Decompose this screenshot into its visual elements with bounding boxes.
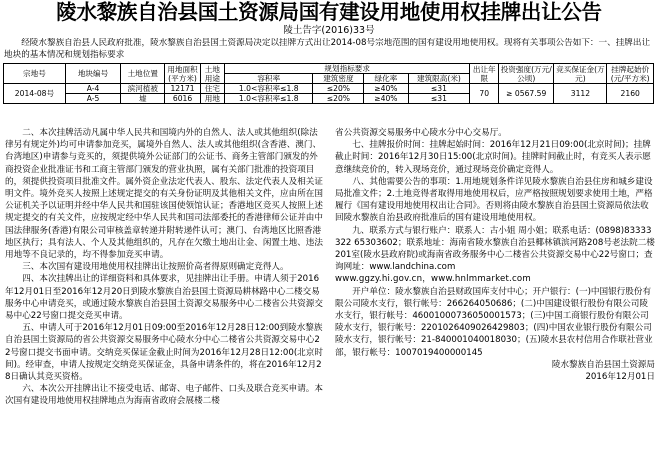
signing-date: 2016年12月01日 [585, 372, 655, 383]
header-use: 土地用途 [200, 64, 224, 84]
header-green: 绿化率 [364, 74, 408, 84]
header-height: 建筑限高(米) [408, 74, 470, 84]
section-6-continued: 省公共资源交易服务中心陵水分中心交易厅。 [335, 128, 507, 138]
cell-lot-no: 2014-08号 [4, 84, 66, 104]
cell-plot-ratio: 1.0<容积率≤1.8 [225, 94, 313, 104]
cell-location: 滨河植被 [121, 84, 165, 94]
section-3-paragraph: 三、本次国有建设用地使用权挂牌出让按照价高者得原则确定竞得人。 [22, 262, 289, 273]
cell-green: ≥40% [364, 84, 408, 94]
land-parcel-table [3, 63, 654, 104]
header-term: 出让年限 [470, 64, 499, 84]
cell-green: ≥40% [364, 94, 408, 104]
notice-body [5, 127, 655, 449]
header-location: 土地位置 [121, 64, 165, 84]
cell-sub-no: A-4 [65, 84, 120, 94]
cell-height: ≤31 [408, 94, 470, 104]
header-plot-ratio: 容积率 [225, 74, 313, 84]
left-column [5, 127, 325, 449]
header-sub-no: 地块编号 [65, 64, 120, 84]
section-6-paragraph: 六、本次公开挂牌出让不接受电话、邮寄、电子邮件、口头及联合竞买申请。本次国有建设用地使用权挂牌地点为海南省政府会展楼二楼 [5, 384, 323, 407]
header-planning: 规划指标要求 [225, 64, 470, 74]
cell-density: ≤20% [313, 94, 364, 104]
document-number: 陵土告字(2016)33号 [283, 25, 375, 36]
cell-plot-ratio: 1.0<容积率≤1.8 [225, 84, 313, 94]
section-2-paragraph: 二、本次挂牌活动凡属中华人民共和国境内外的自然人、法人或其他组织(除法律另有规定外)均可申请参加竞买，属境外自然人、法人或其他组织(含香港、澳门、台湾地区)申请参与竞买的，须提供境外公证部门的公证书、商务主管部门颁发的外商投资企业批准证书和工商主管部门颁发的营业执照，属有关部门批准的投资项目的，须提供投资项目批准文件。属外资企业法定代表人、股东、法定代表人及相关证明文件。境外竞买人按照上述规定提交的有关身份证明及其他相关文件，应由所在国公证机关予以证明并经中华人民共和国驻该国使领馆认证；香港地区竞买人按照上述规定提交的有关文件，应按规定经中华人民共和国司法部委托的香港律师公证并由中国法律服务(香港)有限公司审核盖章转递并附转递件认可；澳门、台湾地区比照香港地区执行；具有法人、个人及其他组织的，凡存在欠缴土地出让金、闲置土地、违法用地等不良记录的，均不得参加竞买申请。 [5, 128, 323, 261]
cell-height: ≤31 [408, 84, 470, 94]
cell-term: 70 [470, 84, 499, 104]
bank-accounts-paragraph: 开户单位：陵水黎族自治县财政国库支付中心；开户银行：(一)中国银行股份有限公司陵水支行，银行帐号：266264050686；(二)中国建设银行股份有限公司陵水支行，银行帐号：46001000736050001573；(三)中国工商银行股份有限公司陵水支行，银行帐号：2201026409026429803；(四)中国农业银行股份有限公司陵水支行，银行帐号：21-840001040018030；(五)陵水县农村信用合作联社营业部，银行帐号：1007019400000145 [335, 286, 653, 358]
signing-organization: 陵水黎族自治县国土资源局 [551, 359, 655, 370]
website-links: www.ggzy.hi.gov.cn，www.hnlmmarket.com [335, 274, 531, 285]
section-4-paragraph: 四、本次挂牌出让的详细资料和具体要求，见挂牌出让手册。申请人须于2016年12月01日至2016年12月20日到陵水黎族自治县国土资源局耕林路中心二楼交易服务中心申请竞买，或通过陵水黎族自治县国土资源交易服务中心二楼省公共资源交易中心22号窗口提交竞买申请。 [5, 274, 323, 322]
section-7-paragraph: 七、挂牌报价时间：挂牌起始时间：2016年12月21日09:00(北京时间)；挂牌截止时间：2016年12月30日15:00(北京时间)。挂牌时间截止时，有竞买人表示愿意继续竞价的，转入现场竞价，通过现场竞价确定竞得人。 [335, 140, 651, 175]
cell-location: 墟 [121, 94, 165, 104]
section-9-paragraph: 九、联系方式与银行账户：联系人：古小姐 周小姐；联系电话：(0898)83333322 65303602；联系地址：海南省陵水黎族自治县椰林镇滨河路208号老法院二楼201室(陵水县政府院)或海南省政务服务中心二楼省公共资源交易中心22号窗口；查询网址：www.landchina.com [335, 225, 655, 273]
table-row [4, 84, 654, 94]
section-5-paragraph: 五、申请人可于2016年12月01日09:00至2016年12月28日12:00到陵水黎族自治县国土资源局的省公共资源交易服务中心陵水分中心二楼省公共资源交易中心22号窗口提交书面申请。交纳竞买保证金截止时间为2016年12月28日12:00(北京时间)。经审查，申请人按规定交纳竞买保证金，具备申请条件的，将在2016年12月28日确认其竞买资格。 [5, 323, 323, 383]
intro-paragraph: 经陵水黎族自治县人民政府批准，陵水黎族自治县国土资源局决定以挂牌方式出让2014-08号宗地范围的国有建设用地使用权。现将有关事项公告如下：一、挂牌出让地块的基本情况和规划指标要求 [4, 38, 651, 60]
cell-use: 住宅 [200, 84, 224, 94]
cell-start-price: 2160 [607, 84, 654, 104]
notice-title: 陵水黎族自治县国土资源局国有建设用地使用权挂牌出让公告 [56, 0, 602, 24]
header-density: 建筑密度 [313, 74, 364, 84]
cell-area: 12171 [165, 84, 200, 94]
section-8-paragraph: 八、其他需要公告的事项：1.用地规划条件详见陵水黎族自治县住房和城乡建设局批准文件；2.土地竞得者取得用地使用权后，应严格按照规划要求使用土地，严格履行《国有建设用地使用权出让合同》。否则将由陵水黎族自治县国土资源局依法收回陵水黎族自治县政府批准后的国有建设用地使用权。 [335, 176, 653, 224]
cell-bid-deposit: 3112 [554, 84, 607, 104]
header-lot-no: 宗地号 [4, 64, 66, 84]
cell-investment: ≥ 0567.59 [499, 84, 554, 104]
header-area: 用地面积(平方米) [165, 64, 200, 84]
cell-density: ≤20% [313, 84, 364, 94]
header-investment: 投资强度(万元/公顷) [499, 64, 554, 84]
header-bid-deposit: 竞买保证金(万元) [554, 64, 607, 84]
header-start-price: 挂牌起始价(元/平方米) [607, 64, 654, 84]
cell-sub-no: A-5 [65, 94, 120, 104]
cell-area: 6016 [165, 94, 200, 104]
right-column [335, 127, 655, 449]
cell-use: 用地 [200, 94, 224, 104]
